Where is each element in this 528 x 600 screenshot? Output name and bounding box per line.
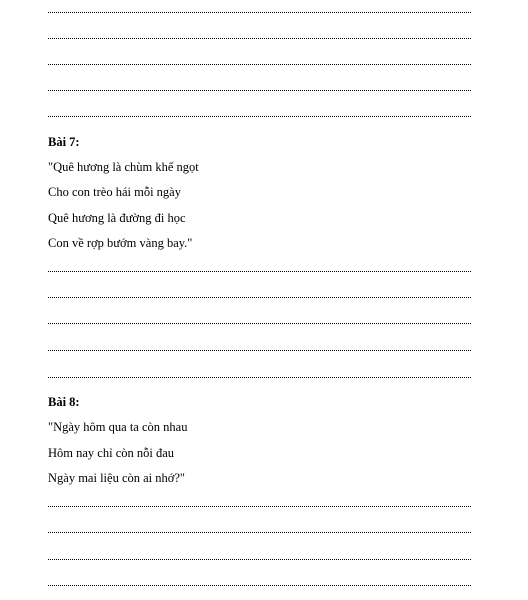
exercise-7-poem-line-3: Quê hương là đường đi học — [48, 211, 186, 225]
answer-line — [48, 38, 471, 39]
answer-line — [48, 64, 471, 65]
answer-line — [48, 116, 471, 117]
exercise-8-heading: Bài 8: — [48, 395, 80, 409]
exercise-7-heading: Bài 7: — [48, 135, 80, 149]
exercise-8-poem-line-3: Ngày mai liệu còn ai nhớ?" — [48, 471, 186, 485]
answer-line — [48, 297, 471, 298]
answer-line — [48, 585, 471, 586]
answer-line — [48, 12, 471, 13]
exercise-8-poem-line-2: Hôm nay chỉ còn nỗi đau — [48, 446, 175, 460]
answer-line — [48, 506, 471, 507]
answer-line — [48, 271, 471, 272]
answer-line — [48, 90, 471, 91]
answer-line — [48, 559, 471, 560]
exercise-8-poem-line-1: "Ngày hôm qua ta còn nhau — [48, 420, 188, 434]
exercise-7-poem-line-4: Con về rợp bướm vàng bay." — [48, 236, 193, 250]
exercise-7-poem-line-2: Cho con trèo hái mỗi ngày — [48, 185, 181, 199]
answer-line — [48, 350, 471, 351]
answer-line — [48, 532, 471, 533]
exercise-7-poem-line-1: "Quê hương là chùm khế ngọt — [48, 160, 199, 174]
answer-line — [48, 377, 471, 378]
answer-line — [48, 323, 471, 324]
